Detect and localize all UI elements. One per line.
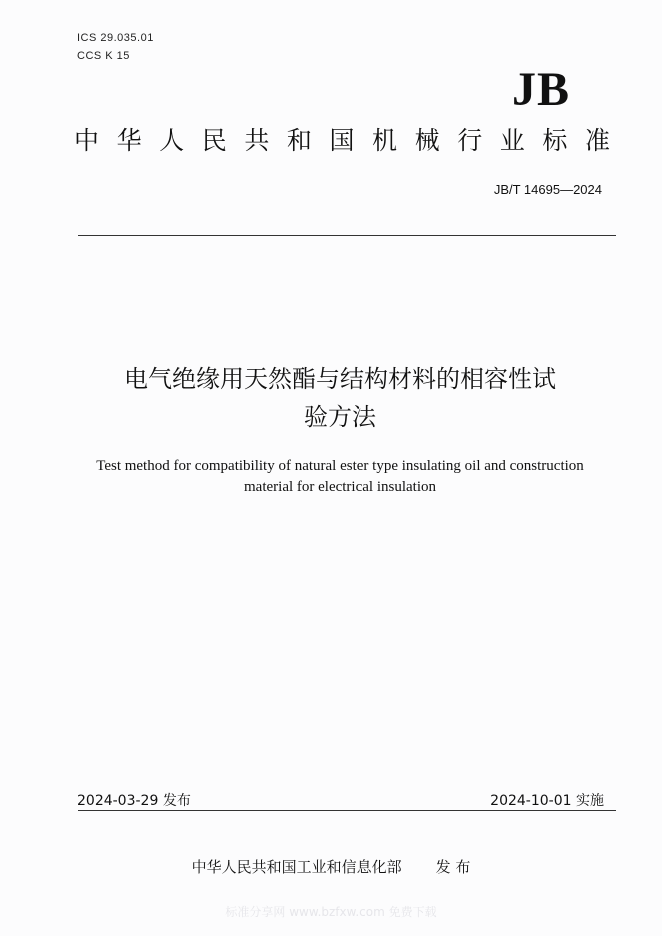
body-char: 准 [584, 126, 610, 155]
body-char: 国 [329, 126, 355, 155]
ccs-code: CCS K 15 [77, 50, 130, 62]
body-char: 华 [116, 126, 142, 155]
standard-number: JB/T 14695—2024 [493, 182, 602, 197]
body-char: 和 [286, 126, 312, 155]
body-char: 共 [244, 126, 270, 155]
ics-code: ICS 29.035.01 [77, 32, 154, 44]
implementation-date [490, 790, 604, 810]
body-char: 中 [74, 126, 100, 155]
title-cn-line: 验方法 [304, 403, 376, 431]
watermark: 标准分享网 www.bzfxw.com 免费下载 [225, 905, 437, 919]
publish-date [77, 790, 191, 810]
body-char: 机 [372, 126, 398, 155]
issuer-action: 发 布 [435, 858, 471, 876]
publish-label: 发布 [162, 793, 191, 809]
issuing-authority [0, 856, 662, 877]
standard-body-name [74, 128, 610, 153]
title-cn-line: 电气绝缘用天然酯与结构材料的相容性试 [124, 365, 556, 393]
title-english [60, 456, 620, 498]
body-char: 人 [159, 126, 185, 155]
body-char: 业 [499, 126, 525, 155]
publish-date-value: 2024-03-29 [77, 793, 159, 809]
title-en-line: material for electrical insulation [244, 479, 436, 495]
title-chinese [60, 360, 620, 436]
header-divider [78, 235, 616, 236]
body-char: 民 [201, 126, 227, 155]
body-char: 械 [414, 126, 440, 155]
title-en-line: Test method for compatibility of natural ester type insulating oil and construction [96, 458, 584, 474]
jb-logo: JB [511, 63, 570, 116]
issuer-name: 中华人民共和国工业和信息化部 [191, 858, 402, 876]
implement-label: 实施 [576, 793, 604, 809]
implement-date-value: 2024-10-01 [490, 793, 572, 809]
body-char: 标 [542, 126, 568, 155]
footer-divider [78, 810, 616, 811]
body-char: 行 [457, 126, 483, 155]
